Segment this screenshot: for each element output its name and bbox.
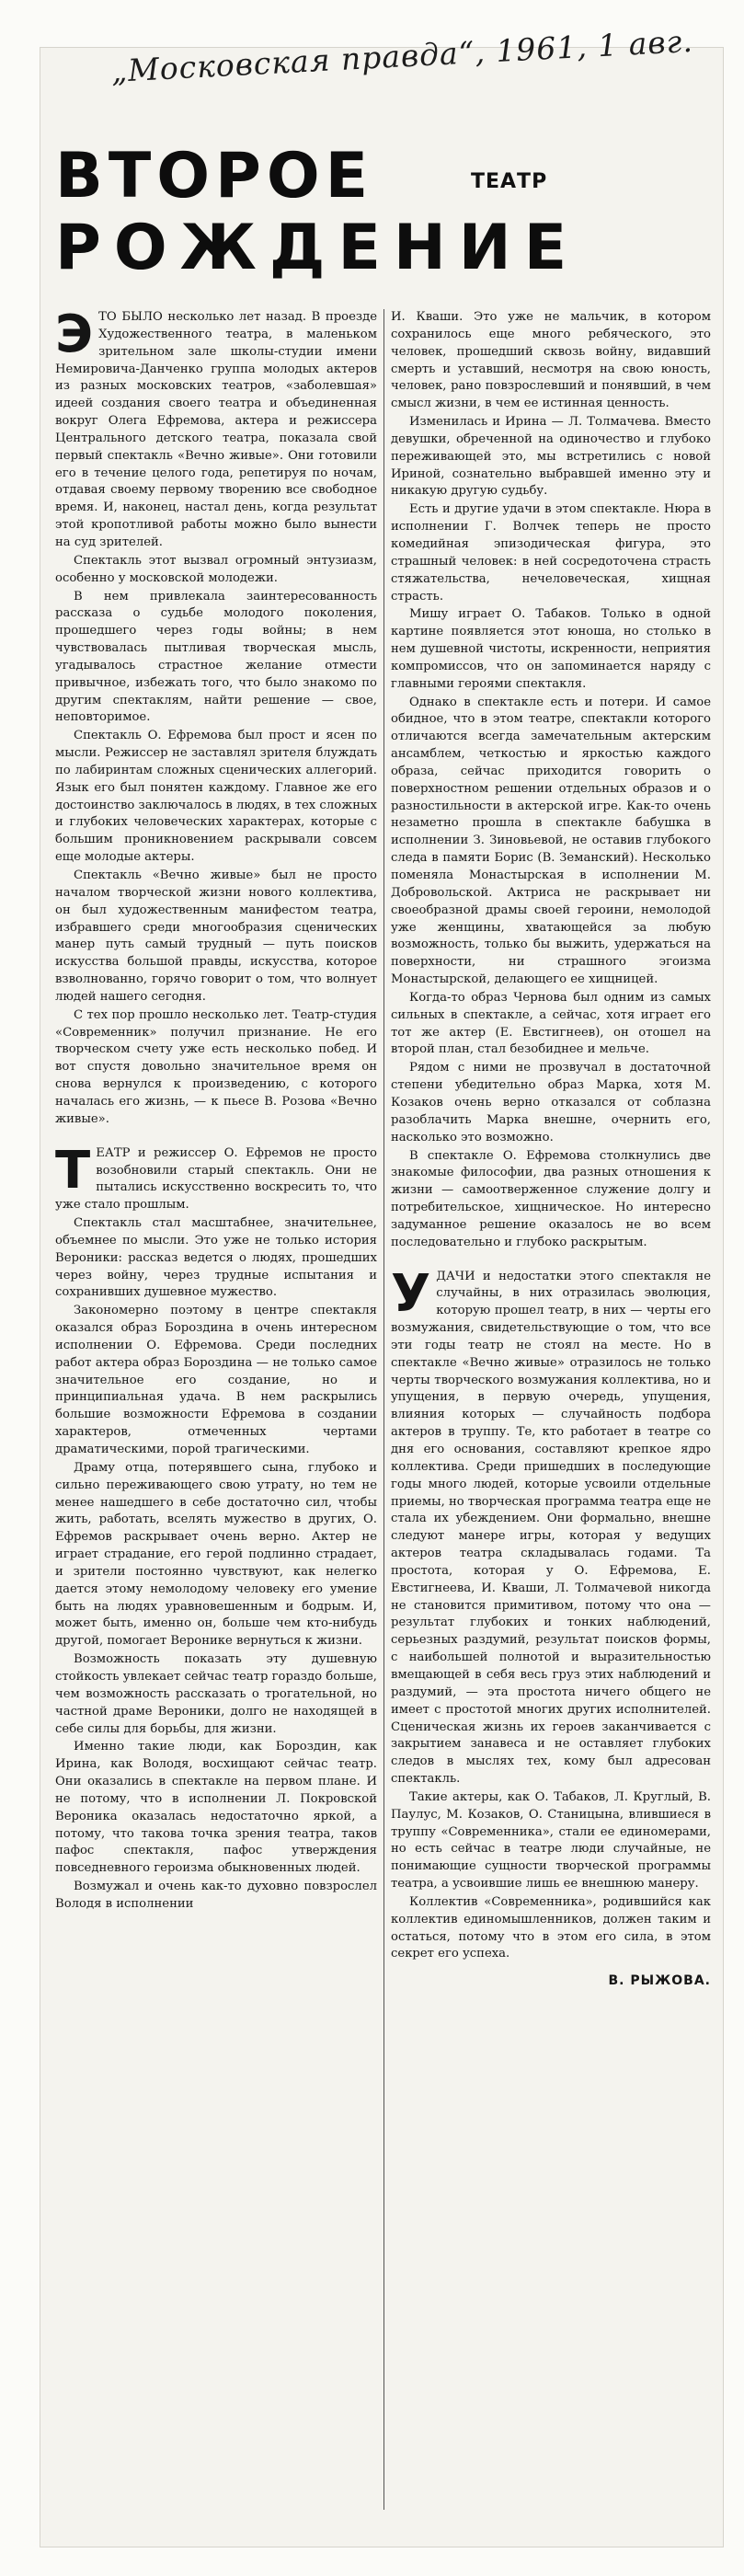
paragraph: В нем привлекала заинтересованность рассказа о судьбе молодого поколения, прошедшего через годы войны; в нем чувствовалась пытливая творческая мысль, угадывалось страстное желание отмести привычное, избежать того, что было знакомо по другим спектаклям, найти решение — свое, неповторимое.: [55, 589, 377, 725]
paragraph: В спектакле О. Ефремова столкнулись две знакомые философии, два разных отношения к жизни — самоотверженное служение долгу и потребительское, хищническое. Но интересно задуманное решение оказалось не во всем последовательно и глубоко раскрытым.: [391, 1148, 711, 1249]
article-column-right: [391, 309, 711, 1990]
paragraph: Спектакль О. Ефремова был прост и ясен по мысли. Режиссер не заставлял зрителя блуждать по лабиринтам сложных сценических аллегорий. Язык его был понятен каждому. Главное же его достоинство заключалось в людях, в тех сложных и глубоких человеческих характерах, которые с большим проникновением раскрывали совсем еще молодые актеры.: [55, 729, 377, 865]
paragraph: Возможность показать эту душевную стойкость увлекает сейчас театр гораздо больше, чем возможность рассказать о трогательной, но частной драме Вероники, долго не находящей в себе силы для борьбы, для жизни.: [55, 1652, 377, 1736]
paragraph: И. Кваши. Это уже не мальчик, в котором сохранилось еще много ребяческого, это человек, прошедший сквозь войну, видавший смерть и уставший, несмотря на свою юность, человек, рано повзрослевший и понявший, в чем смысл жизни, в чем ее истинная ценность.: [391, 310, 711, 411]
paragraph: Драму отца, потерявшего сына, глубоко и сильно переживающего свою утрату, но тем не менее нашедшего в себе достаточно сил, чтобы жить, работать, вселять мужество в других, О. Ефремов раскрывает очень верно. Актер не играет страдание, его герой подлинно страдает, и зрители постоянно чувствуют, как нелегко дается этому немолодому человеку его умение быть на людях уравновешенным и бодрым. И, может быть, именно он, больше чем кто-нибудь другой, помогает Веронике вернуться к жизни.: [55, 1460, 377, 1649]
paragraph: Изменилась и Ирина — Л. Толмачева. Вместо девушки, обреченной на одиночество и глубоко переживающей это, мы встретились с новой Ириной, сознательно выбравшей именно эту и никакую другую судьбу.: [391, 415, 711, 499]
paragraph: Когда-то образ Чернова был одним из самых сильных в спектакле, а сейчас, хотя играет его тот же актер (Е. Евстигнеев), он отошел на второй план, стал безобиднее и мельче.: [391, 990, 711, 1057]
rubric-label: ТЕАТР: [471, 170, 548, 193]
paragraph: Закономерно поэтому в центре спектакля оказался образ Бороздина в очень интересном исполнении О. Ефремова. Среди последних работ актера образ Бороздина — не только самое значительное его создание, но и принципиальная удача. В нем раскрылись большие возможности Ефремова в создании характеров, отмеченных чертами драматическими, порой трагическими.: [55, 1304, 377, 1456]
paragraph: Спектакль «Вечно живые» был не просто началом творческой жизни нового коллектива, он был художественным манифестом театра, избравшего среди многообразия сценических манер путь самый трудный — путь поисков искусства большой правды, искусства, которое взволнованно, горячо говорит о том, что волнует людей нашего сегодня.: [55, 868, 377, 1004]
headline-line-2: РОЖДЕНИЕ: [55, 212, 580, 284]
paragraph: Коллектив «Современника», родившийся как коллектив единомышленников, должен таким и остаться, потому что в этом его сила, в этом секрет его успеха.: [391, 1894, 711, 1961]
handwritten-source-note: „Московская правда“, 1961, 1 авг.: [110, 22, 694, 89]
headline: [55, 140, 708, 284]
paragraph: Однако в спектакле есть и потери. И самое обидное, что в этом театре, спектакли которого отличаются всегда замечательным актерским ансамблем, четкостью и яркостью каждого образа, сейчас приходится говорить о поверхностном решении отдельных образов и о разностильности в актерской игре. Как-то очень незаметно прошла в спектакле бабушка в исполнении З. Зиновьевой, не оставив глубокого следа в памяти Борис (В. Земанский). Несколько поменяла Монастырская в исполнении М. Добровольской. Актриса не раскрывает ни своеобразной драмы своей героини, немолодой уже женщины, хватающейся за любую возможность, только бы выжить, удержаться на поверхности, ни страшного эгоизма Монастырской, делающего ее хищницей.: [391, 695, 711, 987]
paragraph: Возмужал и очень как-то духовно повзрослел Володя в исполнении: [55, 1880, 377, 1911]
paragraph: Спектакль этот вызвал огромный энтузиазм, особенно у московской молодежи.: [55, 553, 377, 585]
paragraph: С тех пор прошло несколько лет. Театр-студия «Современник» получил признание. Не его творческом счету уже есть несколько побед. И вот спустя довольно значительное время он снова вернулся к произведению, с которого началась его жизнь, — к пьесе В. Розова «Вечно живые».: [55, 1007, 377, 1126]
headline-line-1: ВТОРОЕ: [55, 140, 374, 213]
column-divider: [383, 309, 384, 2510]
article-column-left: [55, 305, 377, 1914]
paragraph: УДАЧИ и недостатки этого спектакля не случайны, в них отразилась эволюция, которую прошел театр, в них — черты его возмужания, свидетельствующие о том, что все эти годы театр не стоял на месте. Но в спектакле «Вечно живые» отразилось не только черты творческого возмужания коллектива, но и упущения, в первую очередь, упущения, влияния которых — случайность подбора актеров в труппу. Те, кто работает в театре со дня его основания, составляют крепкое ядро коллектива. Среди пришедших в последующие годы много людей, которые усвоили отдельные приемы, но творческая программа театра еще не стала их убеждением. Они формально, внешне следуют манере игры, которая у ведущих актеров театра складывалась годами. Та простота, которая у О. Ефремова, Е. Евстигнеева, И. Кваши, Л. Толмачевой никогда не становится примитивом, потому что она — результат глубоких и тонких наблюдений, серьезных раздумий, результат поисков формы, с наибольшей полнотой и выразительностью вмещающей в себя весь груз этих наблюдений и раздумий, — эта простота ничего общего не имеет с простотой многих других исполнителей. Сценическая жизнь их героев заканчивается с закрытием занавеса и не оставляет глубоких следов в мыслях тех, кому был адресован спектакль.: [391, 1263, 711, 1787]
author-signature: В. РЫЖОВА.: [608, 1973, 711, 1989]
paragraph: Такие актеры, как О. Табаков, Л. Круглый, В. Паулус, М. Козаков, О. Станицына, влившиеся в труппу «Современника», стали ее единомерами, но есть сейчас в театре люди случайные, не понимающие сущности творческой программы театра, а усвоившие лишь ее внешнюю манеру.: [391, 1789, 711, 1892]
paragraph: ЭТО БЫЛО несколько лет назад. В проезде Художественного театра, в маленьком зрительном зале школы-студии имени Немировича-Данченко группа молодых актеров из разных московских театров, «заболевшая» идеей создания своего театра и объединенная вокруг Олега Ефремова, актера и режиссера Центрального детского театра, показала свой первый спектакль «Вечно живые». Они готовили его в течение целого года, репетируя по ночам, отдавая своему первому творению все свободное время. И, наконец, настал день, когда результат этой кропотливой работы можно было вынести на суд зрителей.: [55, 305, 377, 549]
paragraph: ТЕАТР и режиссер О. Ефремов не просто возобновили старый спектакль. Они не пытались искусственно воскресить то, что уже стало прошлым.: [55, 1140, 377, 1213]
paragraph: Мишу играет О. Табаков. Только в одной картине появляется этот юноша, но столько в нем душевной чистоты, искренности, неприятия компромиссов, что он запоминается наряду с главными героями спектакля.: [391, 607, 711, 691]
paragraph: Именно такие люди, как Бороздин, как Ирина, как Володя, восхищают сейчас театр. Они оказались в спектакле на первом плане. И не потому, что в исполнении Л. Покровской Вероника оказалась недостаточно яркой, а потому, что такова точка зрения театра, таков пафос спектакля, пафос утверждения повседневного героизма обыкновенных людей.: [55, 1740, 377, 1876]
paragraph: Спектакль стал масштабнее, значительнее, объемнее по мысли. Это уже не только история Вероники: рассказ ведется о людях, прошедших через войну, через трудные испытания и сохранивших душевное мужество.: [55, 1216, 377, 1300]
paragraph: Есть и другие удачи в этом спектакле. Нюра в исполнении Г. Волчек теперь не просто комедийная эпизодическая фигура, это страшный человек: в ней сосредоточена страсть стяжательства, нечеловеческая, хищная страсть.: [391, 502, 711, 604]
paragraph: Рядом с ними не прозвучал в достаточной степени убедительно образ Марка, хотя М. Козаков очень верно отказался от соблазна разоблачить Марка внешне, очернить его, насколько это возможно.: [391, 1061, 711, 1144]
